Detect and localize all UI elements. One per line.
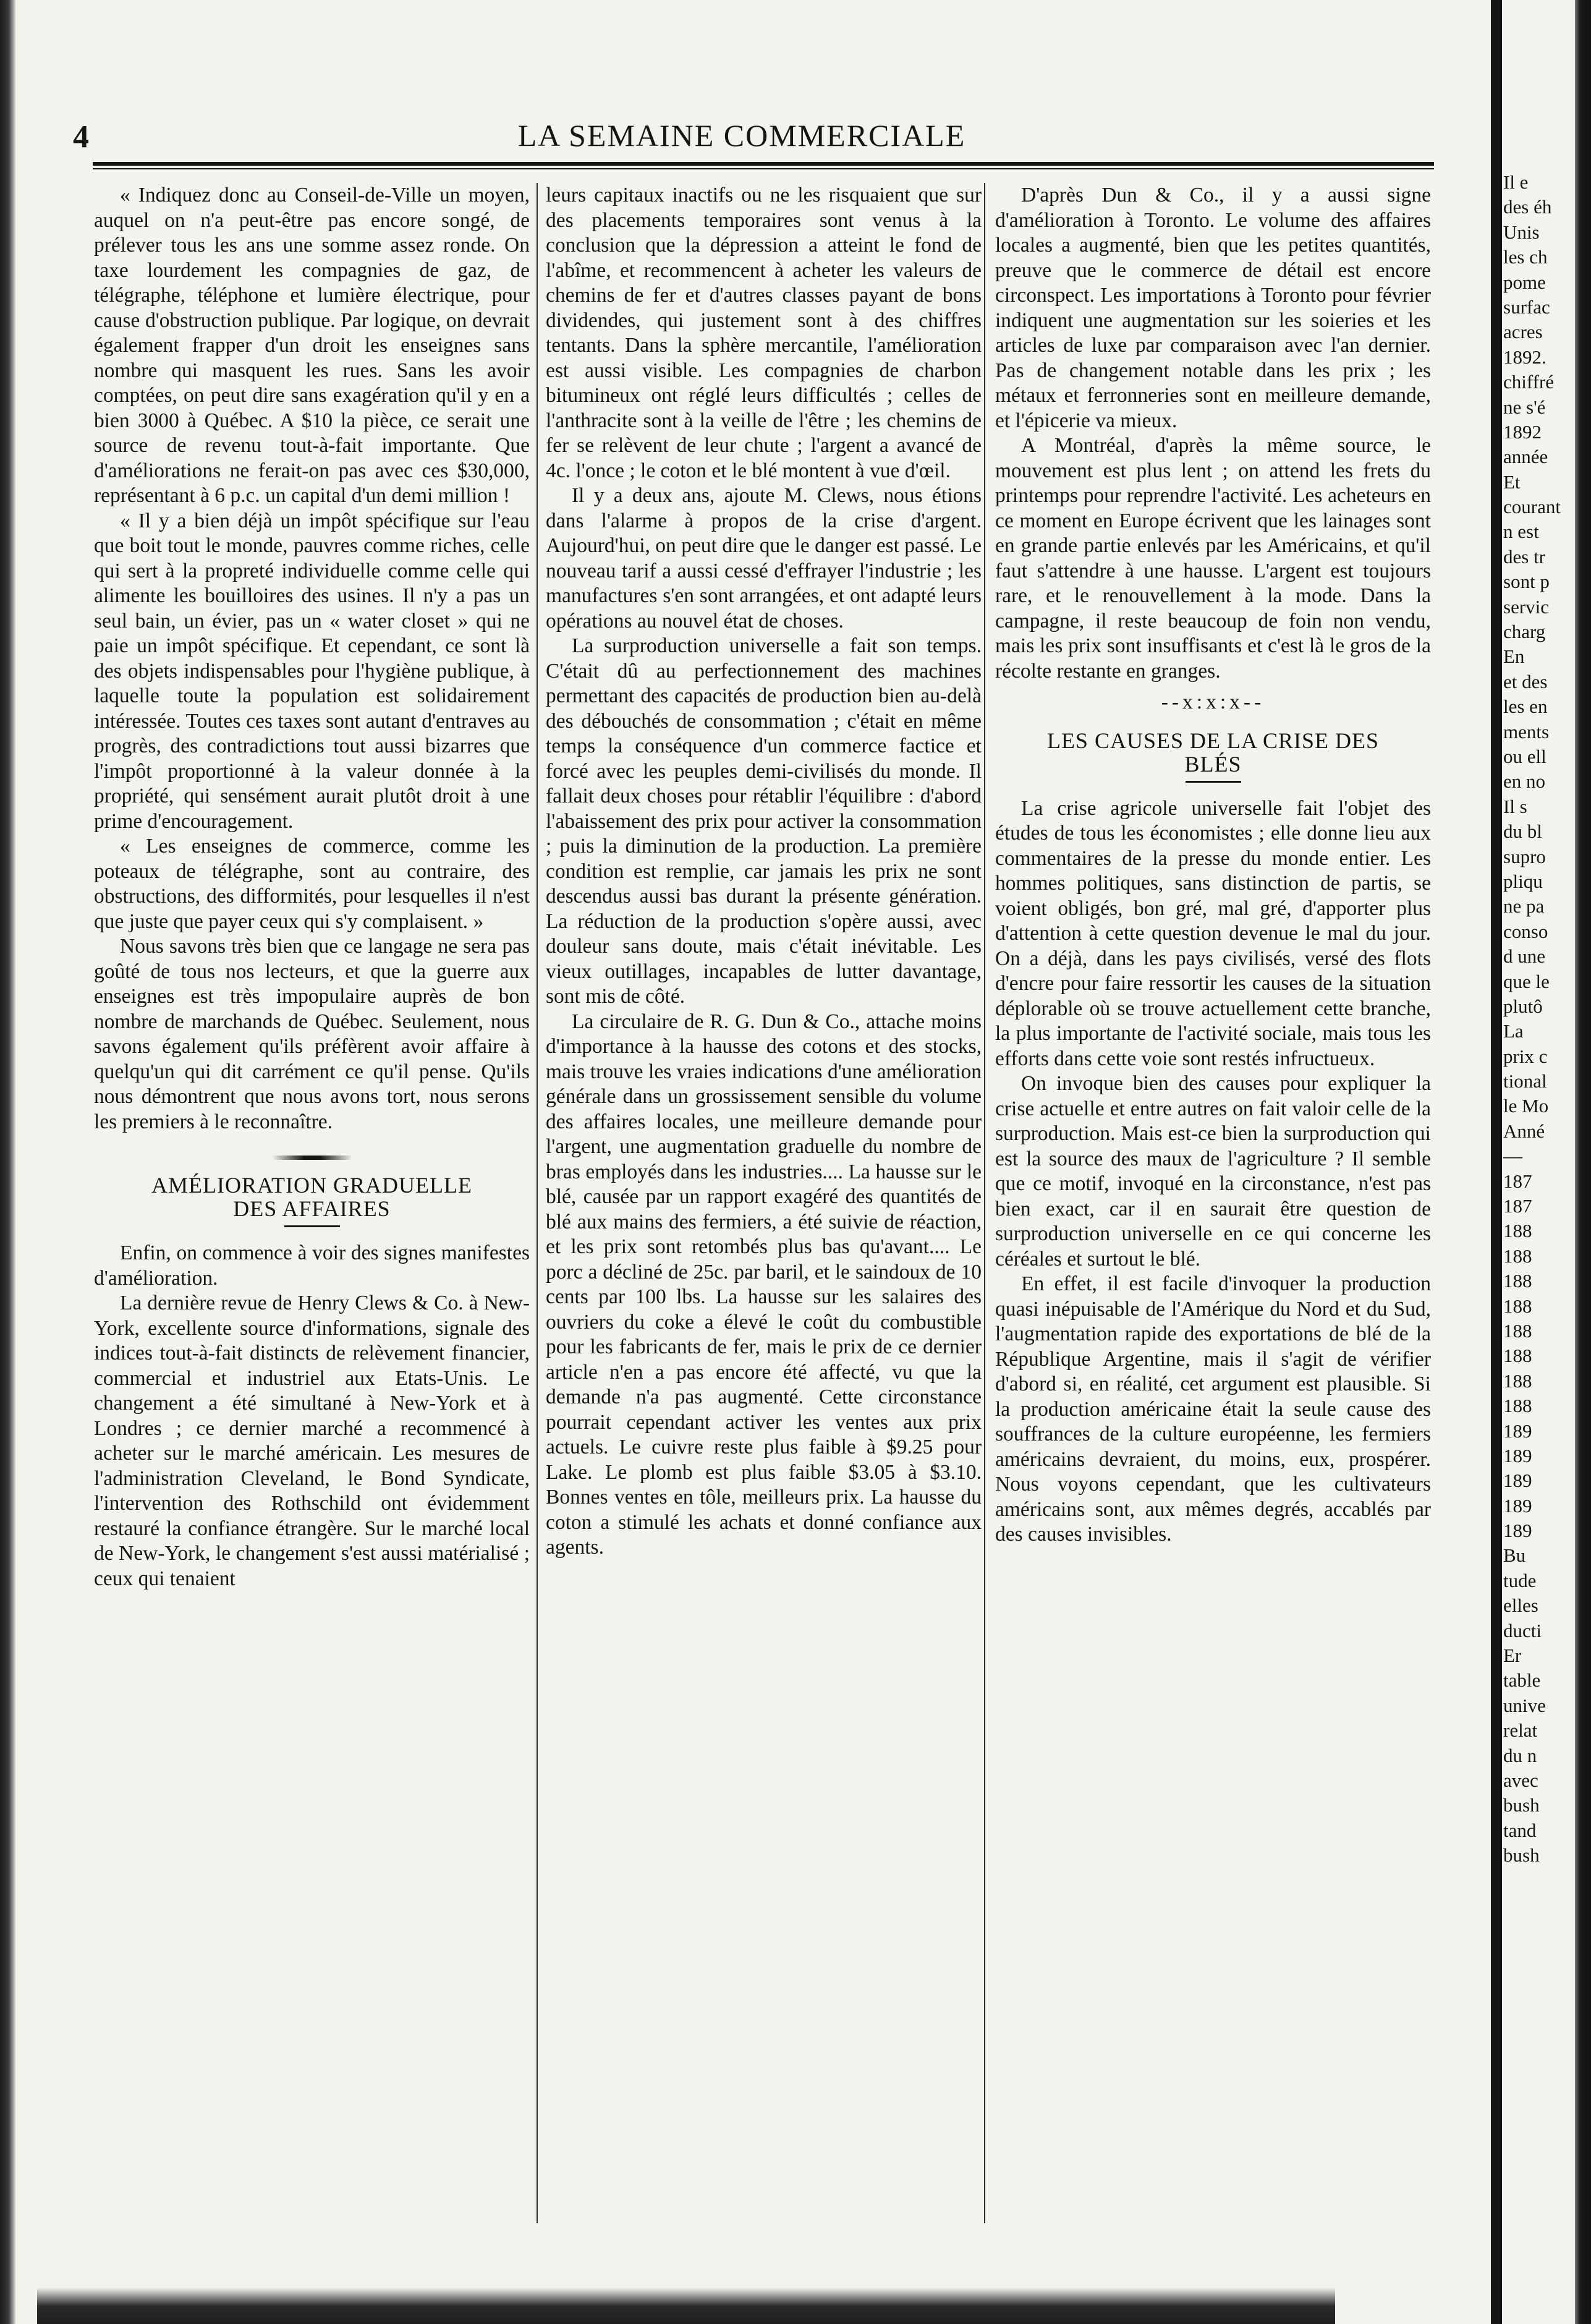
adjacent-page-fragment: tand [1503, 1819, 1537, 1841]
adjacent-page-fragment: 187 [1503, 1170, 1532, 1192]
adjacent-page-fragment: 1892. [1503, 346, 1546, 368]
adjacent-page-fragment: les ch [1503, 246, 1548, 268]
adjacent-page-fragment: du bl [1503, 820, 1542, 843]
adjacent-page-fragment: pome [1503, 271, 1546, 293]
adjacent-page-fragment: servic [1503, 595, 1550, 618]
adjacent-page-fragment: 188 [1503, 1245, 1532, 1267]
paragraph: On invoque bien des causes pour expliquer la crise actuelle et entre autres on fait valoir celle de la surproduction. Mais est-ce bien la surproduction qui est la source des maux de l'agriculture ? Il semble que ce motif, invoqué en la circonstance, n'est pas bien exact, car il en saurait être question de surproduction universelle en ce qui concerne les céréales et surtout le blé. [995, 1072, 1431, 1271]
adjacent-page-fragment: en no [1503, 770, 1546, 793]
paragraph: La crise agricole universelle fait l'objet des études de tous les économistes ; elle donne lieu aux commentaires de la presse du monde entier. Les hommes politiques, sans distinction de partis, se voient obligés, bon gré, mal gré, d'apporter plus d'attention à cette question devenue le mal du jour. On a déjà, dans les pays civilisés, versé des flots d'encre pour faire ressortir les causes de la situation déplorable où se trouve actuellement cette branche, la plus importante de l'activité sociale, mais tous les efforts dans cette voie sont restés infructueux. [995, 796, 1431, 1070]
adjacent-page-fragment: plutô [1503, 995, 1543, 1017]
adjacent-page-fragment: La [1503, 1020, 1524, 1042]
adjacent-page-fragment: 188 [1503, 1345, 1532, 1367]
paragraph: leurs capitaux inactifs ou ne les risquaient que sur des placements temporaires sont venus à la conclusion que la dépression a atteint le fond de l'abîme, et recommencent à acheter les valeurs de chemins de fer et d'autres classes payant de bons dividendes, qui justement sont à des chiffres tentants. Dans la sphère mercantile, l'amélioration est aussi visible. Les compagnies de charbon bitumineux ont réglé leurs difficultés ; celles de l'anthracite sont à la veille de l'être ; les chemins de fer se relèvent de leur chute ; l'argent a avancé de 4c. l'once ; le coton et le blé montent à vue d'œil. [546, 184, 982, 482]
adjacent-page-fragment: courant [1503, 496, 1561, 518]
section-ornament [272, 1156, 352, 1160]
adjacent-page-fragment: 188 [1503, 1395, 1532, 1417]
adjacent-page-fragment: les en [1503, 696, 1548, 718]
adjacent-page-fragment: bush [1503, 1844, 1540, 1866]
adjacent-page-fragment: 188 [1503, 1295, 1532, 1317]
adjacent-page-fragment: 189 [1503, 1494, 1532, 1517]
journal-title: LA SEMAINE COMMERCIALE [517, 118, 966, 153]
page-gutter-shadow [1491, 0, 1502, 2324]
column-1 [94, 183, 530, 1591]
adjacent-page-fragment: que le [1503, 970, 1550, 992]
adjacent-page-fragment: tude [1503, 1569, 1537, 1591]
adjacent-page-fragment: charg [1503, 621, 1546, 643]
adjacent-page-fragment: tional [1503, 1070, 1547, 1092]
adjacent-page-fragment: 187 [1503, 1195, 1532, 1217]
adjacent-page-fragment: ne pa [1503, 895, 1545, 917]
adjacent-page-fragment: des éh [1503, 196, 1552, 218]
adjacent-page-fragment: 189 [1503, 1520, 1532, 1542]
heading-underline [284, 1225, 340, 1227]
adjacent-page-fragment: 189 [1503, 1470, 1532, 1492]
adjacent-page-fragment: conso [1503, 920, 1548, 942]
adjacent-page-fragment: ducti [1503, 1619, 1542, 1641]
adjacent-page-fragment: relat [1503, 1719, 1538, 1742]
adjacent-page-fragment: avec [1503, 1769, 1538, 1791]
adjacent-page-fragment: année [1503, 446, 1548, 468]
section-separator: --x:x:x-- [1161, 691, 1265, 713]
adjacent-page-fragment: ments [1503, 720, 1550, 743]
adjacent-page-fragment: pliqu [1503, 870, 1543, 892]
adjacent-page-fragment: Bu [1503, 1544, 1526, 1567]
adjacent-page-fragment: n est [1503, 521, 1539, 543]
heading-line: LES CAUSES DE LA CRISE DES [1046, 728, 1380, 753]
adjacent-page-fragment: le Mo [1503, 1095, 1549, 1117]
adjacent-page-fragment: du n [1503, 1744, 1537, 1766]
section-heading [94, 1173, 530, 1220]
adjacent-page-fragment: sont p [1503, 571, 1550, 593]
column-divider [984, 183, 985, 2223]
adjacent-page-fragment: 189 [1503, 1420, 1532, 1442]
scan-bottom-shadow [37, 2288, 1335, 2324]
heading-line: AMÉLIORATION GRADUELLE [151, 1173, 472, 1198]
column-2 [546, 183, 982, 1560]
heading-underline [1186, 781, 1241, 783]
adjacent-page-fragment: ne s'é [1503, 396, 1546, 418]
adjacent-page-fragment: supro [1503, 845, 1546, 867]
adjacent-page-fragment: des tr [1503, 545, 1546, 568]
header-rule [93, 162, 1434, 166]
adjacent-page-fragment: et des [1503, 670, 1548, 692]
adjacent-page-fragment: 1892 [1503, 420, 1542, 443]
scan-binding-shadow [0, 0, 16, 2324]
adjacent-page-fragment: table [1503, 1669, 1541, 1692]
adjacent-page-column [1503, 170, 1574, 1868]
paragraph: « Il y a bien déjà un impôt spécifique sur l'eau que boit tout le monde, pauvres comme riches, celle qui sert à la propreté individuelle comme celle qui alimente les bouilloires des usines. Il n'y a pas un seul bain, un évier, pas un « water closet » qui ne paie un impôt spécifique. Et cependant, ce sont là des objets indispensables pour l'hygiène publique, à laquelle toute la population est solidairement intéressée. Toutes ces taxes sont autant d'entraves au progrès, des contradictions tout aussi bizarres que l'impôt proportionné à la valeur donnée à la propriété, qui sensément aurait plutôt droit à une prime d'encouragement. [94, 509, 530, 833]
paragraph: « Les enseignes de commerce, comme les poteaux de télégraphe, sont au contraire, des obstructions, des difformités, pour lesquelles il n'est que juste que payer ceux qui s'y complaisent. » [94, 835, 530, 933]
adjacent-page-fragment: ou ell [1503, 745, 1546, 767]
adjacent-page-fragment: bush [1503, 1794, 1540, 1816]
page-number: 4 [73, 119, 89, 155]
adjacent-page-fragment: unive [1503, 1694, 1546, 1716]
heading-line: BLÉS [1184, 751, 1242, 777]
scan-edge-shadow [1575, 0, 1591, 2324]
adjacent-page-fragment: Er [1503, 1645, 1522, 1667]
adjacent-page-fragment: En [1503, 645, 1525, 668]
heading-line: DES AFFAIRES [233, 1196, 391, 1221]
paragraph: La circulaire de R. G. Dun & Co., attache moins d'importance à la hausse des cotons et des stocks, mais trouve les vraies indications d'une amélioration générale dans un grossissement sensible du volume des affaires locales, une meilleure demande pour l'argent, une augmentation graduelle du nombre de bras employés dans les industries.... La hausse sur le blé, causée par un rapport exagéré des quantités de blé aux mains des fermiers, a été suivie de réaction, et les prix sont retombés plus bas qu'avant.... Le porc a décliné de 25c. par baril, et le saindoux de 10 cents par 100 lbs. La hausse sur les salaires des ouvriers du coke a élevé le coût du combustible pour les fabricants de fer, mais le prix de ce dernier article n'en a pas encore été affecté, vu que la demande n'a pas augmenté. Cette circonstance pourrait cependant activer les ventes aux prix actuels. Le cuivre reste plus faible à $9.25 pour Lake. Le plomb est plus faible $3.05 à $3.10. Bonnes ventes en tôle, meilleurs prix. La hausse du coton a stimulé les achats et donné confiance aux agents. [546, 1010, 982, 1559]
column-3 [995, 183, 1431, 1547]
column-divider [537, 183, 538, 2223]
paragraph: Il y a deux ans, ajoute M. Clews, nous étions dans l'alarme à propos de la crise d'argent. Aujourd'hui, on peut dire que le danger est passé. Le nouveau tarif a aussi cessé d'effrayer l'industrie ; les manufactures s'en sont arrangées, et ont adapté leurs opérations au nouvel état de choses. [546, 484, 982, 632]
adjacent-page-fragment: prix c [1503, 1045, 1548, 1067]
adjacent-page-fragment: — [1503, 1145, 1522, 1167]
adjacent-page-fragment: acres [1503, 321, 1543, 343]
adjacent-page-fragment: 188 [1503, 1270, 1532, 1292]
paragraph: Enfin, on commence à voir des signes manifestes d'amélioration. [94, 1241, 530, 1290]
adjacent-page-fragment: elles [1503, 1594, 1538, 1617]
paragraph: En effet, il est facile d'invoquer la production quasi inépuisable de l'Amérique du Nord et du Sud, l'augmentation rapide des exportations de blé de la République Argentine, mais il s'agit de vérifier d'abord si, en réalité, cet argument est plausible. Si la production américaine était la seule cause des souffrances de la culture européenne, les fermiers américains devraient, du moins, eux, prospérer. Nous voyons cependant, que les cultivateurs américains sont, aux mêmes degrés, accablés par des causes invisibles. [995, 1272, 1431, 1546]
header-rule-thin [93, 168, 1434, 169]
paragraph: Nous savons très bien que ce langage ne sera pas goûté de tous nos lecteurs, et que la guerre aux enseignes est très impopulaire auprès de bon nombre de marchands de Québec. Seulement, nous savons également qu'ils préfèrent avoir affaire à quelqu'un qui dit carrément ce qu'il pense. Qu'ils nous démontrent que nous avons tort, nous serons les premiers à le reconnaître. [94, 935, 530, 1133]
adjacent-page-fragment: d une [1503, 945, 1546, 968]
adjacent-page-fragment: Et [1503, 470, 1521, 493]
adjacent-page-fragment: Unis [1503, 221, 1540, 243]
paragraph: « Indiquez donc au Conseil-de-Ville un moyen, auquel on n'a peut-être pas encore songé, de prélever tous les ans une somme assez ronde. On taxe lourdement les compagnies de gaz, de télégraphe, téléphone et lumière électrique, pour cause d'obstruction publique. Par logique, on devrait également frapper d'un droit les enseignes sans nombre qui masquent les rues. Sans les avoir comptées, on peut dire sans exagération qu'il y en a bien 3000 à Québec. A $10 la pièce, ce serait une source de revenu tout-à-fait importante. Que d'améliorations ne ferait-on pas avec ces $30,000, représentant à 6 p.c. un capital d'un demi million ! [94, 184, 530, 507]
adjacent-page-fragment: 189 [1503, 1444, 1532, 1466]
adjacent-page-fragment: 188 [1503, 1220, 1532, 1242]
section-heading [995, 729, 1431, 776]
adjacent-page-fragment: 188 [1503, 1319, 1532, 1342]
paragraph: D'après Dun & Co., il y a aussi signe d'amélioration à Toronto. Le volume des affaires locales a augmenté, bien que les petites quantités, preuve que le commerce de détail est encore circonspect. Les importations à Toronto pour février indiquent une augmentation sur les soieries et les articles de luxe par comparaison avec l'an dernier. Pas de changement notable dans les prix ; les métaux et ferronneries sont en meilleure demande, et l'épicerie va mieux. [995, 184, 1431, 432]
adjacent-page-fragment: Anné [1503, 1120, 1545, 1142]
paragraph: A Montréal, d'après la même source, le mouvement est plus lent ; on attend les frets du printemps pour reprendre l'activité. Les acheteurs en ce moment en Europe écrivent que les lainages sont en grande partie enlevés par les Américains, et qu'il faut s'attendre à une hausse. L'argent est toujours rare, et le renouvellement à la mode. Dans la campagne, il reste beaucoup de foin non vendu, mais les prix sont insuffisants et c'est là le gros de la récolte restante en granges. [995, 434, 1431, 683]
adjacent-page-fragment: chiffré [1503, 371, 1555, 393]
paragraph: La dernière revue de Henry Clews & Co. à New-York, excellente source d'informations, signale des indices tout-à-fait distincts de relèvement financier, commercial et industriel aux Etats-Unis. Le changement a été simultané à New-York et à Londres ; ce dernier marché a recommencé à acheter sur le marché américain. Les mesures de l'administration Cleveland, le Bond Syndicate, l'intervention des Rothschild ont évidemment restauré la confiance étrangère. Sur le marché local de New-York, le changement s'est aussi matérialisé ; ceux qui tenaient [94, 1292, 530, 1590]
adjacent-page-fragment: 188 [1503, 1369, 1532, 1392]
paragraph: La surproduction universelle a fait son temps. C'était dû au perfectionnement des machines permettant des capacités de production bien au-delà des débouchés de consommation ; c'était en même temps la conséquence d'un commerce factice et forcé avec les peuples demi-civilisés du monde. Il fallait deux choses pour rétablir l'équilibre : d'abord l'abaissement des prix pour activer la consommation ; puis la diminution de la production. La première condition est remplie, car jamais les prix ne sont descendus aussi bas durant la présente génération. La réduction de la production s'opère aussi, avec douleur sans doute, mais c'était inévitable. Les vieux outillages, incapables de lutter davantage, sont mis de côté. [546, 634, 982, 1008]
adjacent-page-fragment: Il s [1503, 795, 1527, 817]
adjacent-page-fragment: surfac [1503, 296, 1550, 318]
adjacent-page-fragment: Il e [1503, 171, 1529, 193]
